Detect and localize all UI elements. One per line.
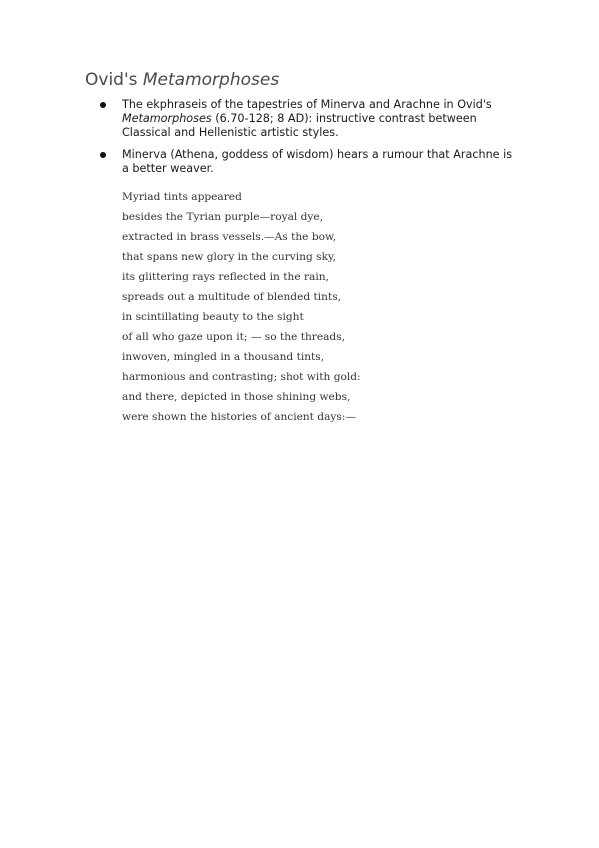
title-italic: Metamorphoses [142,70,280,90]
poem-line: inwoven, mingled in a thousand tints, [122,351,325,363]
poem-line: extracted in brass vessels.—As the bow, [122,231,337,243]
bullet-text-before: The ekphraseis of the tapestries of Minerva and Arachne in Ovid's [122,98,492,111]
poem-line: of all who gaze upon it; — so the threads, [122,331,346,343]
poem-quote [122,187,361,427]
poem-line: and there, depicted in those shining webs, [122,391,351,403]
poem-line: its glittering rays reflected in the rain, [122,271,329,283]
poem-line: Myriad tints appeared [122,191,242,203]
bullet-text-before: Minerva (Athena, goddess of wisdom) hears a rumour that Arachne is a better weaver. [122,148,513,175]
poem-line: harmonious and contrasting; shot with gold: [122,371,361,383]
title-prefix: Ovid's [85,70,143,90]
bullet-item [100,98,520,140]
poem-line: in scintillating beauty to the sight [122,311,304,323]
bullet-dot-icon [100,102,106,108]
poem-line: besides the Tyrian purple—royal dye, [122,211,324,223]
bullet-text-after: (6.70-128; 8 AD): instructive contrast between Classical and Hellenistic artistic styles. [122,112,477,139]
bullet-item [100,148,520,176]
poem-line: spreads out a multitude of blended tints, [122,291,342,303]
bullet-list [100,98,520,184]
bullet-dot-icon [100,152,106,158]
page-title [85,69,279,91]
bullet-text-italic: Metamorphoses [122,112,212,125]
poem-line: were shown the histories of ancient days:— [122,411,356,423]
poem-line: that spans new glory in the curving sky, [122,251,336,263]
